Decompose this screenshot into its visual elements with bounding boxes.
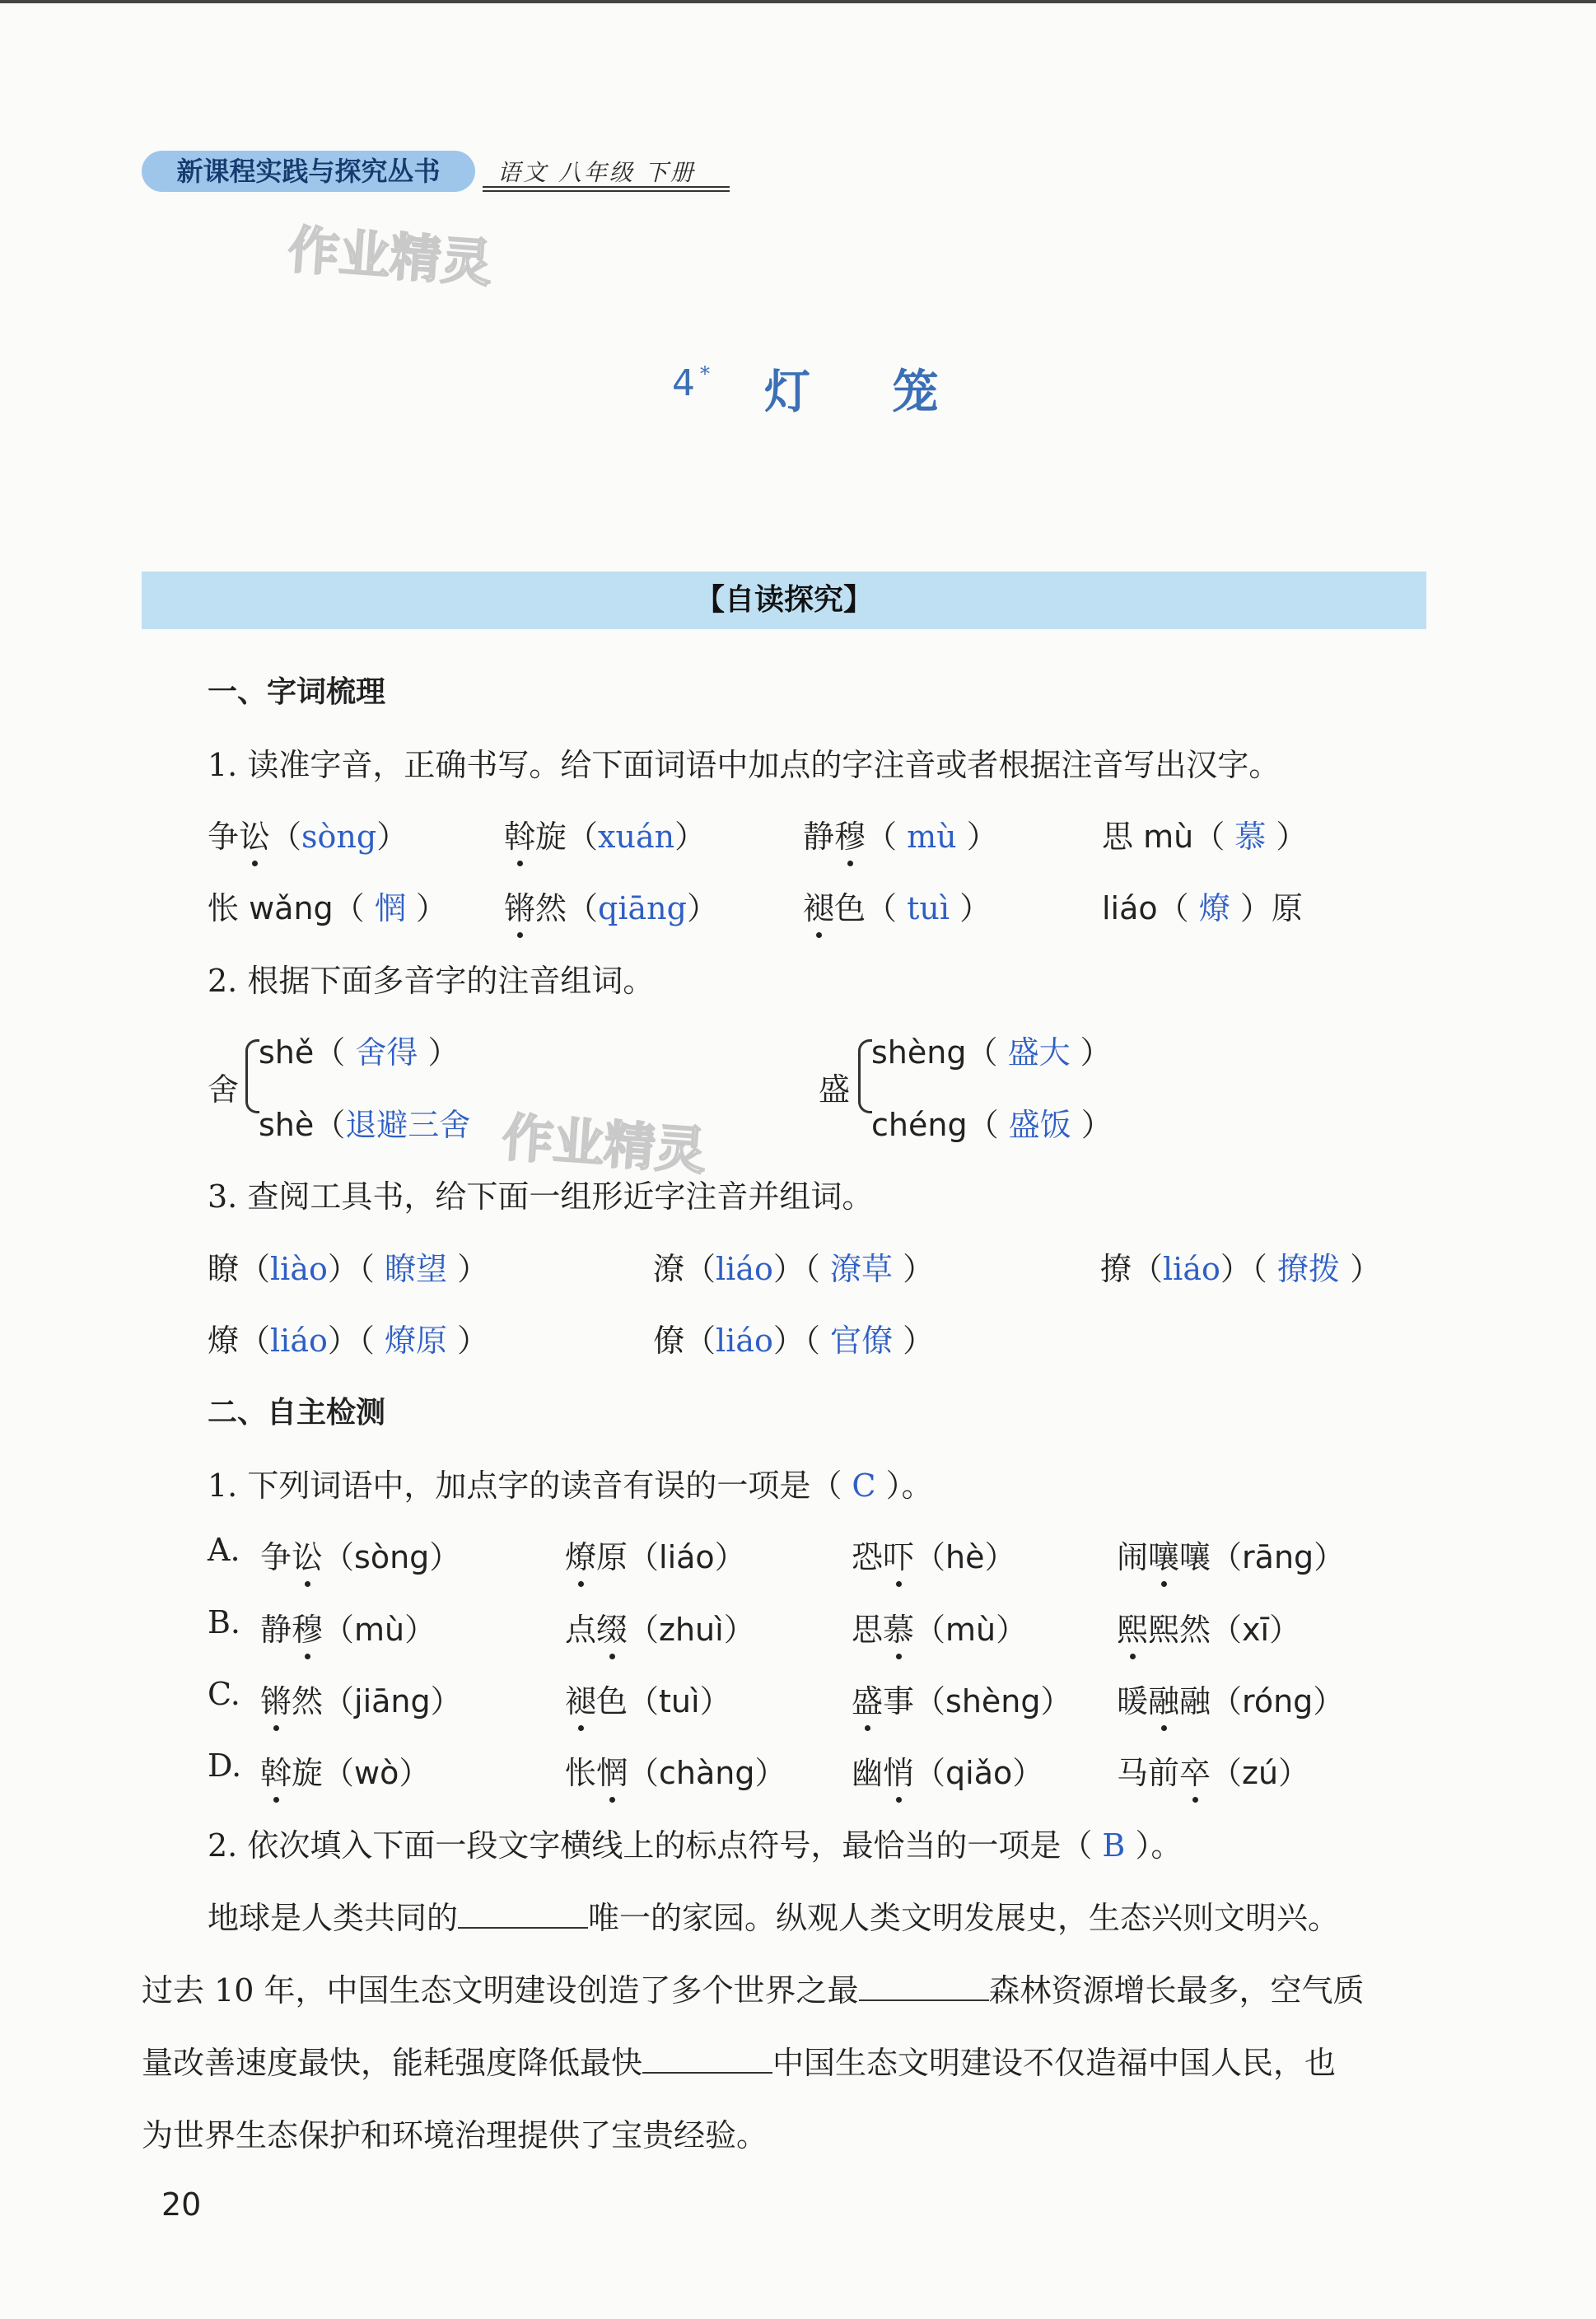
option-item: 争讼（sòng） bbox=[260, 1539, 461, 1575]
option-item: 恐吓（hè） bbox=[852, 1539, 1016, 1575]
answer: liáo bbox=[270, 1323, 328, 1359]
answer: 官僚 bbox=[829, 1323, 893, 1359]
series-badge: 新课程实践与探究丛书 bbox=[142, 151, 475, 192]
option-item: 怅惘（chàng） bbox=[565, 1755, 786, 1791]
pinyin-item: 思 mù（ 慕 ） bbox=[1102, 819, 1308, 855]
similar-char-item: 燎（liáo）（ 燎原 ） bbox=[208, 1323, 489, 1359]
similar-char-item: 潦（liáo）（ 潦草 ） bbox=[653, 1251, 935, 1287]
option-label: B. bbox=[208, 1604, 241, 1640]
answer: 燎原 bbox=[384, 1323, 447, 1359]
option-item: 幽悄（qiǎo） bbox=[852, 1755, 1044, 1791]
similar-char-item: 僚（liáo）（ 官僚 ） bbox=[653, 1323, 935, 1359]
answer: 舍得 bbox=[355, 1034, 418, 1071]
pinyin-item: 怅 wǎng（ 惘 ） bbox=[208, 890, 447, 926]
polyphone-reading: chéng（ 盛饭 ） bbox=[871, 1107, 1113, 1143]
chapter-number: 4 bbox=[672, 362, 695, 404]
passage-line: 过去 10 年，中国生态文明建设创造了多个世界之最 森林资源增长最多，空气质 bbox=[142, 1972, 1365, 2009]
similar-char-item: 撩（liáo）（ 撩拨 ） bbox=[1100, 1251, 1382, 1287]
page-number: 20 bbox=[161, 2186, 202, 2223]
section-title: 一、字词梳理 bbox=[208, 675, 386, 709]
answer: C bbox=[852, 1467, 876, 1504]
header-rule bbox=[483, 186, 730, 188]
pinyin-item: 静穆（ mù ） bbox=[803, 819, 998, 855]
chapter-title: 灯 笼 bbox=[764, 366, 972, 419]
question-prompt: 3. 查阅工具书，给下面一组形近字注音并组词。 bbox=[208, 1178, 874, 1215]
watermark: 作业精灵 bbox=[286, 219, 494, 294]
option-item: 静穆（mù） bbox=[260, 1612, 436, 1648]
option-item: 锵然（jiāng） bbox=[260, 1683, 462, 1719]
brace-shape bbox=[245, 1039, 259, 1113]
passage-line: 量改善速度最快，能耗强度降低最快 中国生态文明建设不仅造福中国人民，也 bbox=[142, 2045, 1337, 2081]
answer: 慕 bbox=[1234, 819, 1267, 855]
option-item: 盛事（shèng） bbox=[852, 1683, 1072, 1719]
option-item: 点缀（zhuì） bbox=[565, 1612, 755, 1648]
fill-blank[interactable] bbox=[859, 1975, 989, 2001]
answer: 燎 bbox=[1198, 890, 1230, 926]
answer: qiāng bbox=[598, 890, 687, 926]
answer: 盛饭 bbox=[1008, 1107, 1071, 1143]
section-band bbox=[142, 572, 1426, 629]
polyphone-reading: shě（ 舍得 ） bbox=[259, 1034, 460, 1071]
watermark: 作业精灵 bbox=[500, 1107, 708, 1182]
answer: 瞭望 bbox=[384, 1251, 447, 1287]
polyphone-char: 舍 bbox=[208, 1071, 240, 1108]
polyphone-reading: shè（退避三舍 bbox=[259, 1107, 471, 1143]
passage-line: 地球是人类共同的 唯一的家园。纵观人类文明发展史，生态兴则文明兴。 bbox=[208, 1900, 1340, 1936]
option-item: 马前卒（zú） bbox=[1117, 1755, 1310, 1791]
question-prompt: 2. 根据下面多音字的注音组词。 bbox=[208, 963, 655, 999]
subject-label: 语文 八年级 下册 bbox=[497, 159, 696, 186]
question-prompt: 1. 读准字音，正确书写。给下面词语中加点的字注音或者根据注音写出汉字。 bbox=[208, 747, 1281, 783]
option-item: 思慕（mù） bbox=[852, 1612, 1028, 1648]
answer: 撩拨 bbox=[1276, 1251, 1340, 1287]
answer: liáo bbox=[716, 1251, 773, 1287]
brace-shape bbox=[858, 1039, 872, 1113]
similar-char-item: 瞭（liào）（ 瞭望 ） bbox=[208, 1251, 489, 1287]
answer: mù bbox=[907, 819, 957, 855]
page-top-edge bbox=[0, 0, 1596, 3]
header-rule bbox=[483, 190, 730, 192]
passage-line: 为世界生态保护和环境治理提供了宝贵经验。 bbox=[142, 2117, 768, 2153]
pinyin-item: 褪色（ tuì ） bbox=[803, 890, 992, 926]
option-label: A. bbox=[208, 1532, 240, 1568]
option-item: 暖融融（róng） bbox=[1117, 1683, 1345, 1719]
option-item: 褪色（tuì） bbox=[565, 1683, 731, 1719]
option-label: D. bbox=[208, 1747, 242, 1784]
pinyin-item: liáo（ 燎 ）原 bbox=[1102, 890, 1303, 926]
answer: tuì bbox=[907, 890, 950, 926]
question-prompt: 2. 依次填入下面一段文字横线上的标点符号，最恰当的一项是（ B ）。 bbox=[208, 1827, 1183, 1864]
answer: sòng bbox=[301, 819, 377, 855]
answer: B bbox=[1102, 1827, 1126, 1864]
fill-blank[interactable] bbox=[458, 1902, 588, 1929]
answer: xuán bbox=[598, 819, 675, 855]
pinyin-item: 锵然（qiāng） bbox=[504, 890, 718, 926]
answer: 惘 bbox=[374, 890, 406, 926]
pinyin-item: 争讼（sòng） bbox=[208, 819, 408, 855]
answer: liáo bbox=[1163, 1251, 1220, 1287]
option-item: 斡旋（wò） bbox=[260, 1755, 431, 1791]
question-prompt: 1. 下列词语中，加点字的读音有误的一项是（ C ）。 bbox=[208, 1467, 933, 1504]
polyphone-reading: shèng（ 盛大 ） bbox=[871, 1034, 1112, 1071]
option-label: C. bbox=[208, 1676, 240, 1712]
answer: liào bbox=[270, 1251, 328, 1287]
option-item: 闹嚷嚷（rāng） bbox=[1117, 1539, 1346, 1575]
answer: liáo bbox=[716, 1323, 773, 1359]
section-title: 二、自主检测 bbox=[208, 1396, 386, 1430]
section-band-title: 【自读探究】 bbox=[694, 583, 873, 617]
answer: 潦草 bbox=[829, 1251, 893, 1287]
option-item: 燎原（liáo） bbox=[565, 1539, 746, 1575]
pinyin-item: 斡旋（xuán） bbox=[504, 819, 707, 855]
polyphone-char: 盛 bbox=[819, 1071, 851, 1108]
option-item: 熙熙然（xī） bbox=[1117, 1612, 1301, 1648]
answer: 退避三舍 bbox=[345, 1107, 471, 1143]
answer: 盛大 bbox=[1007, 1034, 1071, 1071]
chapter-mark: * bbox=[700, 362, 710, 385]
fill-blank[interactable] bbox=[642, 2047, 772, 2074]
